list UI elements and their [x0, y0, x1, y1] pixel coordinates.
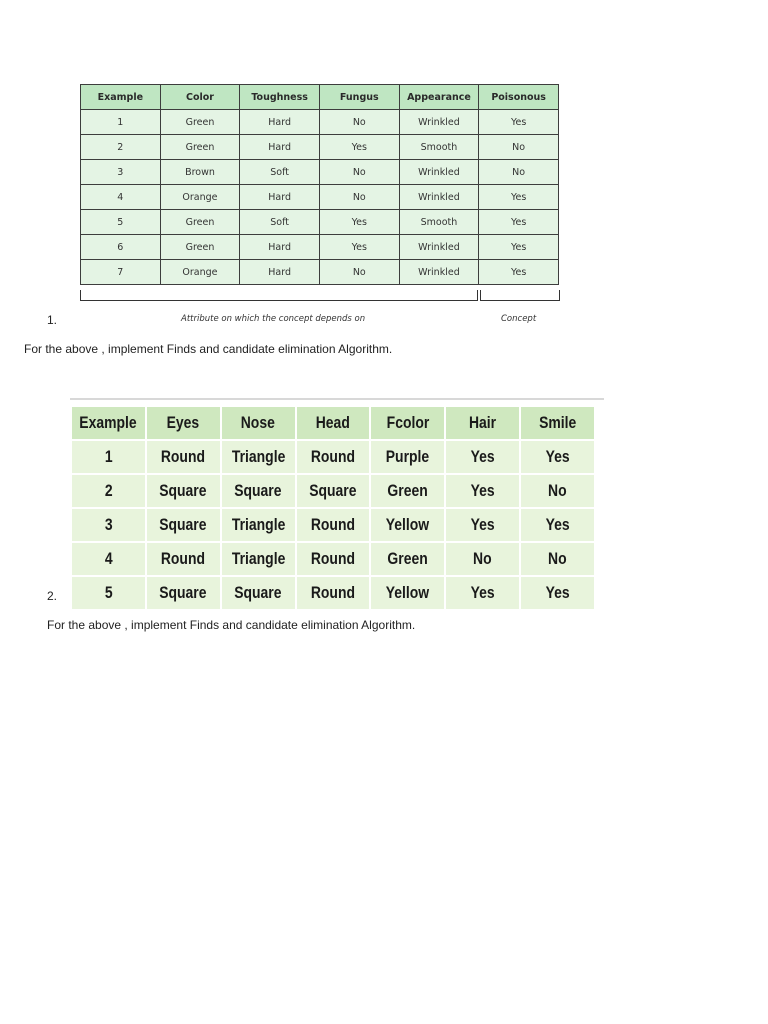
table-cell: Round [296, 542, 371, 576]
header-cell: Fcolor [370, 406, 445, 440]
table-cell: Round [296, 576, 371, 610]
table-cell: Hard [240, 135, 320, 160]
attribute-bracket [80, 290, 478, 301]
table-cell: Hard [240, 110, 320, 135]
table-header-row [81, 85, 559, 110]
table-cell: 5 [71, 576, 146, 610]
table-cell: Wrinkled [399, 235, 479, 260]
header-cell: Poisonous [479, 85, 559, 110]
table-cell: Yes [520, 508, 595, 542]
header-cell: Eyes [146, 406, 221, 440]
table-cell: 1 [71, 440, 146, 474]
table-cell: Hard [240, 185, 320, 210]
header-cell: Head [296, 406, 371, 440]
table-cell: Square [146, 474, 221, 508]
table-cell: Yes [479, 260, 559, 285]
concept-caption: Concept [501, 314, 537, 324]
table-cell: Wrinkled [399, 160, 479, 185]
table-cell: Hard [240, 260, 320, 285]
table-cell: 5 [81, 210, 161, 235]
table-cell: 2 [71, 474, 146, 508]
table-cell: Square [146, 508, 221, 542]
table-cell: Triangle [221, 542, 296, 576]
table-row [71, 508, 595, 542]
table-cell: Wrinkled [399, 185, 479, 210]
table-cell: Square [296, 474, 371, 508]
table-cell: Yes [479, 185, 559, 210]
attribute-caption: Attribute on which the concept depends on [181, 314, 366, 324]
table-cell: Yes [445, 440, 520, 474]
table-cell: Wrinkled [399, 110, 479, 135]
table-cell: Square [221, 576, 296, 610]
header-cell: Example [71, 406, 146, 440]
table-cell: 2 [81, 135, 161, 160]
table-cell: Round [296, 508, 371, 542]
table-cell: Yes [319, 135, 399, 160]
table-row [81, 110, 559, 135]
table-cell: Yes [479, 110, 559, 135]
face-table [70, 405, 596, 611]
table-cell: Square [221, 474, 296, 508]
table-cell: No [445, 542, 520, 576]
table-cell: Round [146, 440, 221, 474]
table-cell: No [479, 135, 559, 160]
header-cell: Smile [520, 406, 595, 440]
instruction-text: For the above , implement Finds and candidate elimination Algorithm. [24, 342, 393, 356]
table-cell: Green [160, 135, 240, 160]
table-cell: No [319, 110, 399, 135]
table-cell: Triangle [221, 508, 296, 542]
table-cell: 3 [81, 160, 161, 185]
table-cell: No [319, 185, 399, 210]
table-cell: Purple [370, 440, 445, 474]
divider [70, 398, 604, 400]
table-cell: Triangle [221, 440, 296, 474]
table-cell: Green [160, 235, 240, 260]
table-cell: 4 [81, 185, 161, 210]
table-cell: 6 [81, 235, 161, 260]
header-cell: Hair [445, 406, 520, 440]
table-cell: Yes [520, 440, 595, 474]
table-cell: Hard [240, 235, 320, 260]
table-row [71, 542, 595, 576]
table-header-row [71, 406, 595, 440]
header-cell: Example [81, 85, 161, 110]
table-cell: Orange [160, 260, 240, 285]
table-cell: Smooth [399, 210, 479, 235]
header-cell: Color [160, 85, 240, 110]
table-cell: Yellow [370, 508, 445, 542]
table-cell: No [319, 160, 399, 185]
table-cell: Yes [479, 210, 559, 235]
question-number: 2. [47, 589, 58, 603]
table-cell: No [479, 160, 559, 185]
table-cell: Green [370, 542, 445, 576]
table-row [71, 440, 595, 474]
table-cell: Soft [240, 210, 320, 235]
header-cell: Fungus [319, 85, 399, 110]
table-cell: Round [146, 542, 221, 576]
table-cell: Soft [240, 160, 320, 185]
table-row [81, 235, 559, 260]
header-cell: Toughness [240, 85, 320, 110]
table-row [71, 576, 595, 610]
table-cell: 7 [81, 260, 161, 285]
table-cell: Yellow [370, 576, 445, 610]
table-row [81, 160, 559, 185]
table-cell: Square [146, 576, 221, 610]
table-cell: 3 [71, 508, 146, 542]
table-cell: Green [160, 210, 240, 235]
table-cell: Green [160, 110, 240, 135]
table-cell: Wrinkled [399, 260, 479, 285]
table-cell: Yes [445, 508, 520, 542]
table-row [81, 210, 559, 235]
table-cell: No [520, 542, 595, 576]
table-cell: Round [296, 440, 371, 474]
table-cell: Smooth [399, 135, 479, 160]
table-cell: Green [370, 474, 445, 508]
table-cell: Yes [319, 235, 399, 260]
table-cell: Yes [319, 210, 399, 235]
table-cell: Yes [479, 235, 559, 260]
table-row [81, 185, 559, 210]
concept-bracket [480, 290, 560, 301]
table-cell: Yes [520, 576, 595, 610]
header-cell: Appearance [399, 85, 479, 110]
table-cell: Brown [160, 160, 240, 185]
table-cell: 4 [71, 542, 146, 576]
mushroom-table [80, 84, 559, 285]
table-cell: Yes [445, 474, 520, 508]
instruction-text: For the above , implement Finds and candidate elimination Algorithm. [47, 618, 416, 632]
question-number: 1. [47, 313, 58, 327]
table-row [71, 474, 595, 508]
table-cell: No [319, 260, 399, 285]
table-row [81, 135, 559, 160]
table-cell: 1 [81, 110, 161, 135]
table-cell: No [520, 474, 595, 508]
header-cell: Nose [221, 406, 296, 440]
table-cell: Yes [445, 576, 520, 610]
table-row [81, 260, 559, 285]
table-cell: Orange [160, 185, 240, 210]
